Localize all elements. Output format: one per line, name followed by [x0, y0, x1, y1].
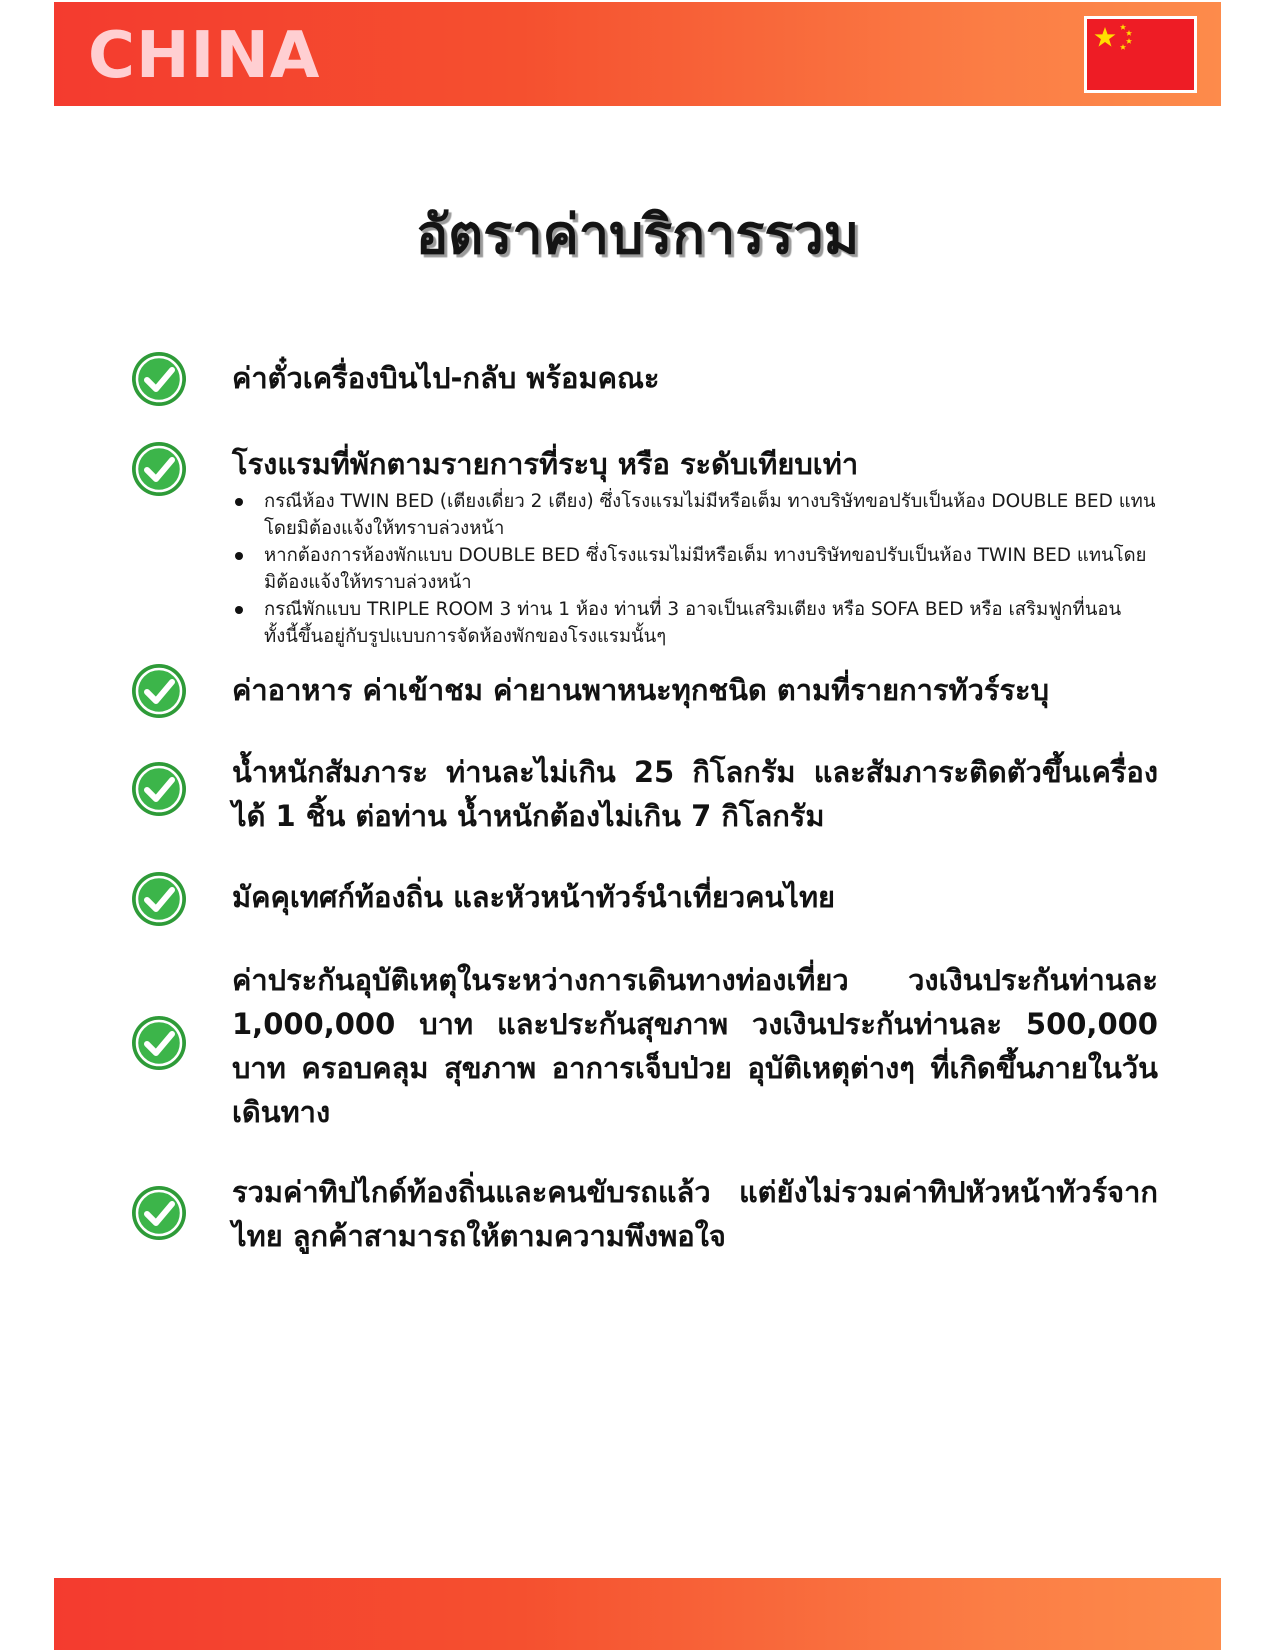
item-title: ค่าตั๋วเครื่องบินไป-กลับ พร้อมคณะ [232, 361, 660, 395]
footer-banner [54, 1578, 1221, 1650]
check-circle-icon [130, 1184, 188, 1242]
check-circle-icon [130, 760, 188, 818]
hotel-details-list [232, 488, 1158, 650]
header-banner [54, 2, 1221, 106]
country-title: CHINA [88, 19, 321, 93]
detail-item: กรณีห้อง TWIN BED (เตียงเดี่ยว 2 เตียง) ซึ่งโรงแรมไม่มีหรือเต็ม ทางบริษัทขอปรับเป็นห้อง DOUBLE BED แทนโดยมิต้องแจ้งให้ทราบล่วงหน้า [264, 488, 1158, 542]
item-title: น้ำหนักสัมภาระ ท่านละไม่เกิน 25 กิโลกรัม และสัมภาระติดตัวขึ้นเครื่องได้ 1 ชิ้น ต่อท่าน น้ำหนักต้องไม่เกิน 7 กิโลกรัม [232, 755, 1158, 833]
item-title: ค่าอาหาร ค่าเข้าชม ค่ายานพาหนะทุกชนิด ตามที่รายการทัวร์ระบุ [232, 673, 1050, 707]
detail-item: กรณีพักแบบ TRIPLE ROOM 3 ท่าน 1 ห้อง ท่านที่ 3 อาจเป็นเสริมเตียง หรือ SOFA BED หรือ เสริมฟูกที่นอน ทั้งนี้ขึ้นอยู่กับรูปแบบการจัดห้องพักของโรงแรมนั้นๆ [264, 596, 1158, 650]
item-title: โรงแรมที่พักตามรายการที่ระบุ หรือ ระดับเทียบเท่า [232, 447, 859, 481]
detail-item: หากต้องการห้องพักแบบ DOUBLE BED ซึ่งโรงแรมไม่มีหรือเต็ม ทางบริษัทขอปรับเป็นห้อง TWIN BED แทนโดยมิต้องแจ้งให้ทราบล่วงหน้า [264, 542, 1158, 596]
check-circle-icon [130, 662, 188, 720]
check-circle-icon [130, 350, 188, 408]
item-title: ค่าประกันอุบัติเหตุในระหว่างการเดินทางท่องเที่ยว วงเงินประกันท่านละ 1,000,000 บาท และประกันสุขภาพ วงเงินประกันท่านละ 500,000 บาท ครอบคลุม สุขภาพ อาการเจ็บป่วย อุบัติเหตุต่างๆ ที่เกิดขึ้นภายในวันเดินทาง [232, 963, 1158, 1129]
item-title: รวมค่าทิปไกด์ท้องถิ่นและคนขับรถแล้ว แต่ยังไม่รวมค่าทิปหัวหน้าทัวร์จากไทย ลูกค้าสามารถให้ตามความพึงพอใจ [232, 1175, 1158, 1253]
check-circle-icon [130, 1014, 188, 1072]
check-circle-icon [130, 440, 188, 498]
page-title: อัตราค่าบริการรวม [415, 203, 860, 266]
item-title: มัคคุเทศก์ท้องถิ่น และหัวหน้าทัวร์นำเที่ยวคนไทย [232, 880, 836, 914]
china-flag-icon [1084, 16, 1197, 93]
check-circle-icon [130, 870, 188, 928]
